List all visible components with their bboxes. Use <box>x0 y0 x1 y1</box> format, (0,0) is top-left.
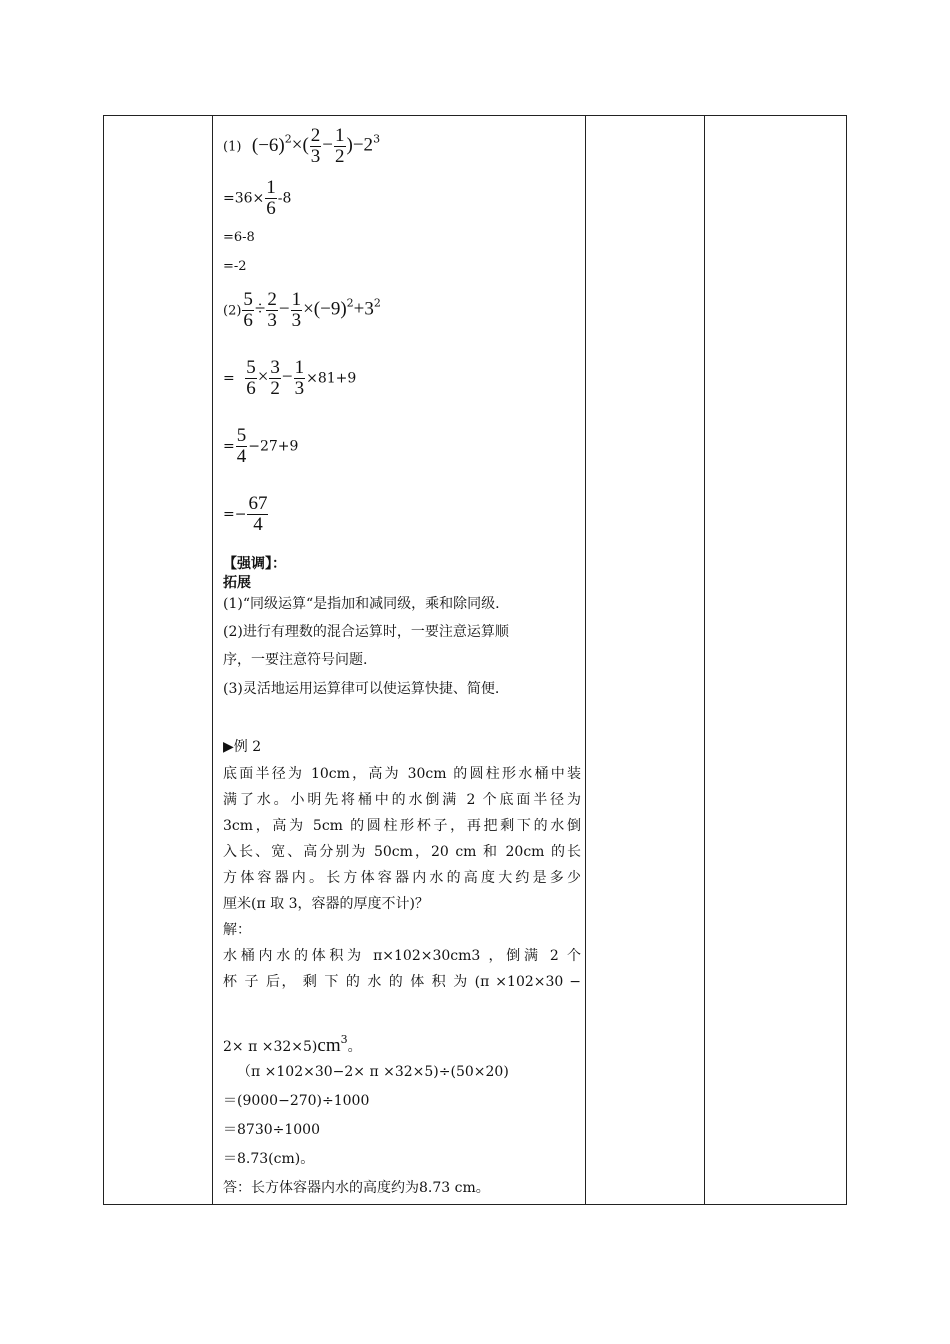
point-2-cont: 序，一要注意符号问题. <box>223 652 368 668</box>
exponent: 2 <box>373 296 381 310</box>
label: (1) <box>223 139 242 155</box>
text: -8 <box>277 190 292 207</box>
text: =36× <box>223 190 265 207</box>
step2-line4 <box>223 494 269 535</box>
numerator: 2 <box>310 125 321 146</box>
denominator: 3 <box>267 310 277 331</box>
solution-line: 杯 子 后， 剩 下 的 水 的 体 积 为 (π ×102×30 − <box>223 974 581 990</box>
answer-line: 答：长方体容器内水的高度约为8.73 cm。 <box>223 1180 490 1196</box>
math-text: ×(−9) <box>303 298 347 320</box>
numerator: 1 <box>291 289 302 310</box>
expand-heading: 拓展 <box>223 575 251 591</box>
step2-line3 <box>223 426 298 467</box>
math-text: − <box>278 298 290 320</box>
denominator: 3 <box>294 378 305 399</box>
fraction <box>269 358 281 399</box>
numerator: 1 <box>294 357 305 378</box>
lesson-table <box>103 115 847 1205</box>
solution-label: 解： <box>223 922 251 938</box>
fraction <box>310 126 322 167</box>
step1-line2 <box>223 178 291 219</box>
numerator: 5 <box>243 289 253 310</box>
step2-line1 <box>223 290 381 331</box>
problem-line: 入长、宽、高分别为 50cm，20 cm 和 20cm 的长 <box>223 844 581 860</box>
exponent: 3 <box>340 1033 348 1046</box>
math-text: (−6) <box>251 134 285 156</box>
text: −27+9 <box>248 438 299 455</box>
column-divider <box>212 116 213 1204</box>
math-text: × <box>257 366 269 388</box>
step1-line3: =6-8 <box>223 230 255 245</box>
example-title: ▶例 2 <box>223 739 262 755</box>
calc-line-1: （π ×102×30−2× π ×32×5)÷(50×20) <box>237 1064 509 1080</box>
problem-text <box>223 761 581 995</box>
step1-line4: =-2 <box>223 259 247 274</box>
text: =− <box>223 506 247 523</box>
math-text: ÷ <box>254 298 266 320</box>
calc-line-3: ＝8730÷1000 <box>223 1122 320 1138</box>
numerator: 2 <box>267 289 277 310</box>
point-2: (2)进行有理数的混合运算时，一要注意运算顺 <box>223 624 509 640</box>
denominator: 4 <box>253 514 263 535</box>
numerator: 67 <box>248 493 268 514</box>
denominator: 2 <box>335 146 345 167</box>
column-divider <box>704 116 705 1204</box>
text: ×81+9 <box>306 370 357 387</box>
problem-line: 满了水。小明先将桶中的水倒满 2 个底面半径为 <box>223 792 581 808</box>
denominator: 3 <box>310 146 321 167</box>
fraction <box>265 178 277 219</box>
step1-line1 <box>223 126 380 167</box>
numerator: 5 <box>236 425 247 446</box>
fraction <box>291 290 303 331</box>
denominator: 6 <box>246 378 256 399</box>
exponent: 2 <box>346 296 354 310</box>
step2-line2 <box>223 358 356 399</box>
problem-line: 3cm，高为 5cm 的圆柱形杯子，再把剩下的水倒 <box>223 818 581 834</box>
math-text: +3 <box>353 298 374 320</box>
fraction <box>236 426 248 467</box>
text: = <box>223 438 235 455</box>
text: = <box>223 370 235 387</box>
point-3: (3)灵活地运用运算律可以使运算快捷、简便. <box>223 681 500 697</box>
point-1: (1)“同级运算“是指加和减同级，乘和除同级. <box>223 596 500 612</box>
problem-line: 底面半径为 10cm，高为 30cm 的圆柱形水桶中装 <box>223 766 581 782</box>
emphasis-heading: 【强调】： <box>223 556 286 572</box>
fraction <box>245 358 257 399</box>
denominator: 6 <box>266 198 276 219</box>
calc-line-4: ＝8.73(cm)。 <box>223 1151 315 1167</box>
fraction <box>334 126 346 167</box>
numerator: 5 <box>246 357 256 378</box>
fraction <box>294 358 306 399</box>
math-text: ×( <box>291 134 309 156</box>
numerator: 3 <box>270 357 280 378</box>
unit: cm <box>317 1035 341 1056</box>
math-text: − <box>322 134 334 156</box>
numerator: 1 <box>266 177 276 198</box>
problem-line: 方体容器内。长方体容器内水的高度大约是多少 <box>223 870 581 886</box>
text: 。 <box>347 1039 362 1055</box>
fraction <box>242 290 254 331</box>
math-text: − <box>281 366 293 388</box>
calc-line-2: ＝(9000−270)÷1000 <box>223 1093 370 1109</box>
fraction <box>266 290 278 331</box>
solution-line: 水桶内水的体积为 π×102×30cm3 ，倒满 2 个 <box>223 948 581 964</box>
column-divider <box>585 116 586 1204</box>
problem-line: 厘米(π 取 3，容器的厚度不计)？ <box>223 896 429 912</box>
numerator: 1 <box>335 125 345 146</box>
solution-line-3 <box>223 1033 362 1056</box>
denominator: 3 <box>291 310 302 331</box>
fraction <box>247 494 268 535</box>
denominator: 4 <box>236 446 247 467</box>
label: (2) <box>223 303 242 319</box>
text: 2× π ×32×5) <box>223 1039 318 1055</box>
denominator: 6 <box>243 310 253 331</box>
math-text: )−2 <box>346 134 374 156</box>
denominator: 2 <box>270 378 280 399</box>
exponent: 3 <box>373 132 381 146</box>
exponent: 2 <box>284 132 292 146</box>
